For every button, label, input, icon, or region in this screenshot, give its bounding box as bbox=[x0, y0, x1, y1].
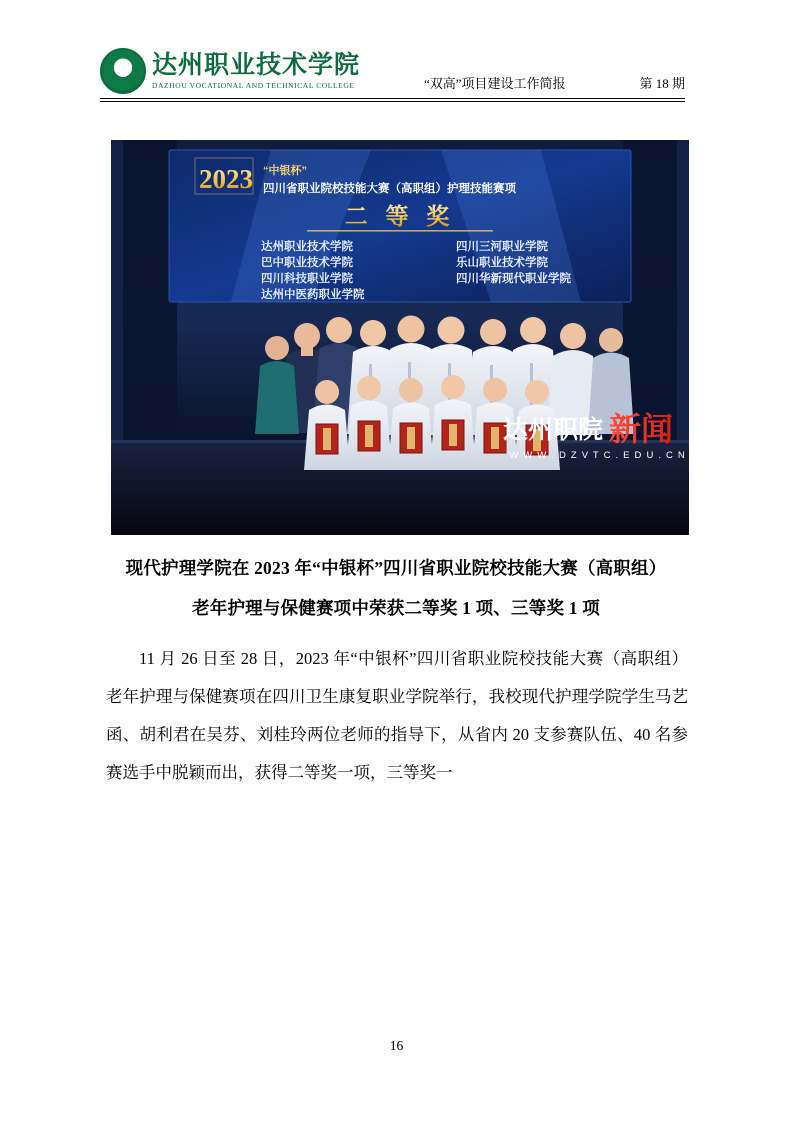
header-divider bbox=[100, 98, 685, 102]
article-title-line-1: 现代护理学院在 2023 年“中银杯”四川省职业院校技能大赛（高职组） bbox=[125, 558, 667, 578]
svg-text:二 等 奖: 二 等 奖 bbox=[344, 204, 456, 229]
svg-text:巴中职业技术学院: 巴中职业技术学院 bbox=[261, 257, 353, 269]
article-title bbox=[100, 548, 692, 628]
page-header bbox=[100, 36, 685, 98]
page-number: 16 bbox=[389, 1038, 404, 1053]
logo-name-cn: 达州职业技术学院 bbox=[152, 51, 361, 79]
svg-text:四川省职业院校技能大赛（高职组）护理技能赛项: 四川省职业院校技能大赛（高职组）护理技能赛项 bbox=[263, 183, 516, 195]
svg-text:新闻: 新闻 bbox=[609, 411, 674, 447]
logo-name-en: DAZHOU VOCATIONAL AND TECHNICAL COLLEGE bbox=[152, 80, 355, 90]
college-emblem-icon bbox=[100, 48, 146, 94]
svg-text:四川华新现代职业学院: 四川华新现代职业学院 bbox=[456, 273, 571, 285]
article-paragraph: 11 月 26 日至 28 日，2023 年“中银杯”四川省职业院校技能大赛（高职组）老年护理与保健赛项在四川卫生康复职业学院举行，我校现代护理学院学生马艺函、胡利君在吴芬、刘桂玲两位老师的指导下，从省内 20 支参赛队伍、40 名参赛选手中脱颖而出，获得二等奖一项，三等奖一 bbox=[106, 649, 688, 782]
svg-text:乐山职业技术学院: 乐山职业技术学院 bbox=[456, 257, 548, 269]
article-title-line-2: 老年护理与保健赛项中荣获二等奖 1 项、三等奖 1 项 bbox=[192, 598, 600, 618]
svg-text:达州职业技术学院: 达州职业技术学院 bbox=[261, 241, 353, 253]
logo-text bbox=[152, 53, 360, 90]
header-issue-number: 第 18 期 bbox=[639, 76, 685, 91]
svg-text:达州中医药职业学院: 达州中医药职业学院 bbox=[261, 289, 365, 301]
svg-text:“中银杯”: “中银杯” bbox=[263, 165, 307, 177]
svg-text:2023: 2023 bbox=[199, 164, 253, 194]
svg-text:达州职院: 达州职院 bbox=[502, 416, 603, 444]
svg-text:W W W . D Z V T C . E D U . C: W W W . D Z V T C . E D U . C N bbox=[509, 450, 686, 461]
college-logo bbox=[100, 48, 360, 94]
article-photo bbox=[111, 140, 689, 535]
svg-text:四川科技职业学院: 四川科技职业学院 bbox=[261, 273, 353, 285]
header-title: “双高”项目建设工作简报 bbox=[423, 76, 566, 91]
svg-text:四川三河职业学院: 四川三河职业学院 bbox=[456, 241, 548, 253]
